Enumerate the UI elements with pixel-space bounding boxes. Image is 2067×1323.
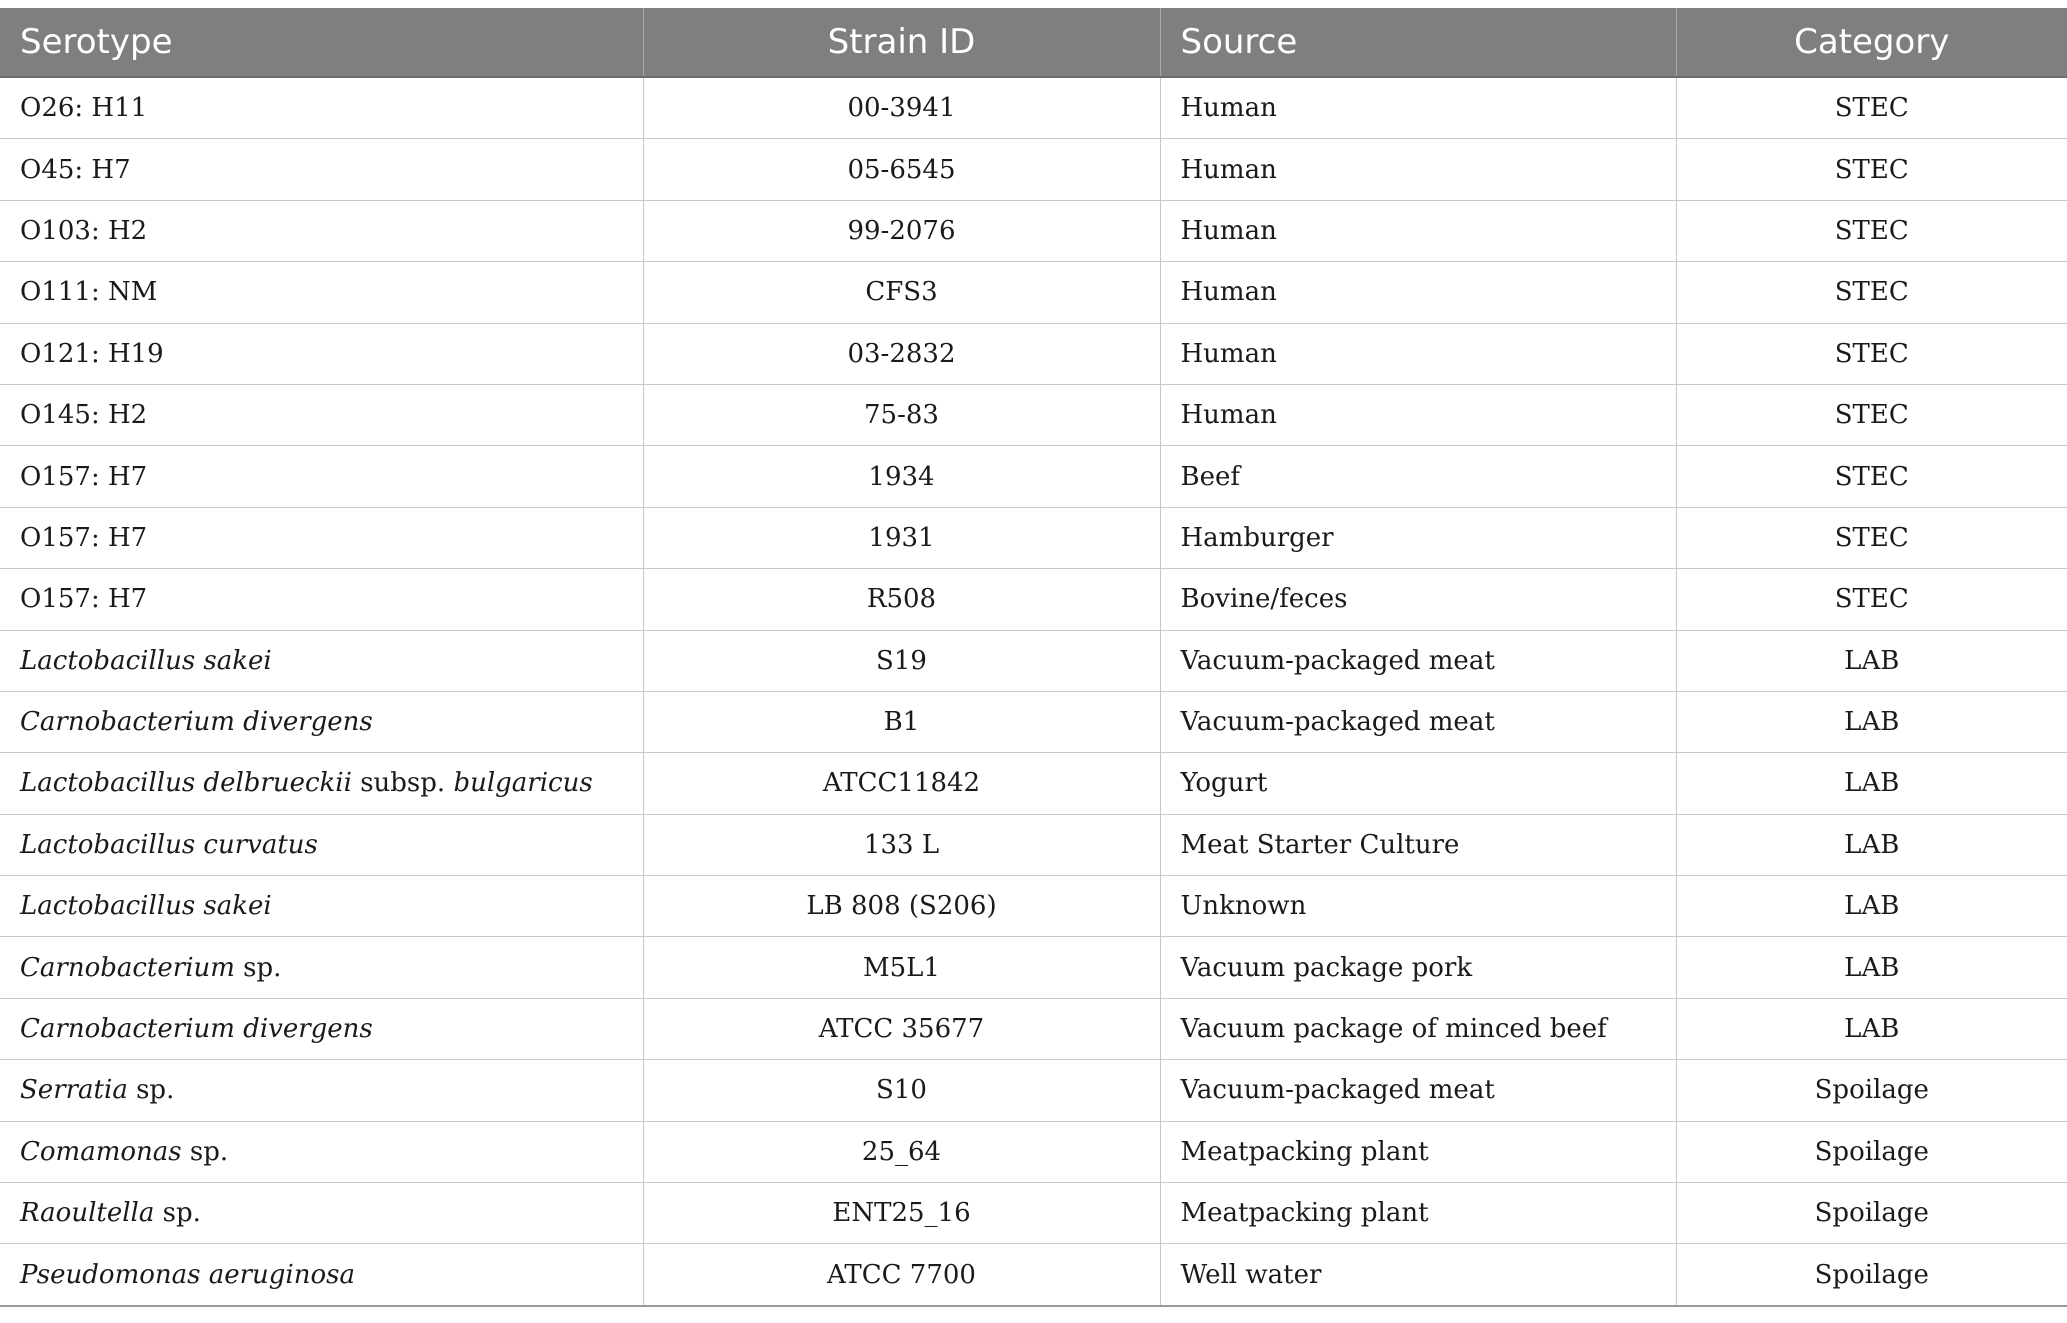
table-row (0, 1244, 2067, 1306)
cell-serotype (0, 1183, 643, 1244)
cell-strain-id: M5L1 (643, 937, 1160, 998)
cell-category: STEC (1676, 77, 2067, 139)
header-serotype: Serotype (0, 8, 643, 77)
cell-category: Spoilage (1676, 1060, 2067, 1121)
cell-source: Yogurt (1160, 753, 1676, 814)
serotype-text-segment: Carnobacterium (20, 952, 235, 983)
cell-serotype (0, 691, 643, 752)
cell-serotype (0, 937, 643, 998)
cell-strain-id: S19 (643, 630, 1160, 691)
cell-category: STEC (1676, 384, 2067, 445)
cell-strain-id: 03-2832 (643, 323, 1160, 384)
cell-category: STEC (1676, 262, 2067, 323)
table-row (0, 753, 2067, 814)
cell-serotype (0, 1244, 643, 1306)
cell-source: Hamburger (1160, 507, 1676, 568)
cell-serotype (0, 262, 643, 323)
cell-strain-id: R508 (643, 569, 1160, 630)
cell-source: Bovine/feces (1160, 569, 1676, 630)
table-row (0, 1121, 2067, 1182)
table-row (0, 200, 2067, 261)
serotype-text-segment: sp. (181, 1136, 229, 1167)
table-header (0, 8, 2067, 77)
cell-serotype (0, 814, 643, 875)
cell-source: Meat Starter Culture (1160, 814, 1676, 875)
cell-serotype (0, 569, 643, 630)
serotype-text-segment: Pseudomonas aeruginosa (20, 1259, 355, 1290)
cell-source: Human (1160, 77, 1676, 139)
serotype-text-segment: O26: H11 (20, 93, 148, 124)
cell-category: LAB (1676, 814, 2067, 875)
cell-source: Human (1160, 139, 1676, 200)
cell-strain-id: CFS3 (643, 262, 1160, 323)
header-row (0, 8, 2067, 77)
cell-category: STEC (1676, 200, 2067, 261)
serotype-text-segment: bulgaricus (453, 768, 593, 799)
serotype-text-segment: Lactobacillus sakei (20, 645, 272, 676)
cell-source: Human (1160, 200, 1676, 261)
cell-source: Meatpacking plant (1160, 1121, 1676, 1182)
strain-table-container (0, 8, 2067, 1307)
table-row (0, 814, 2067, 875)
cell-source: Vacuum-packaged meat (1160, 691, 1676, 752)
cell-source: Well water (1160, 1244, 1676, 1306)
cell-source: Human (1160, 323, 1676, 384)
table-row (0, 1183, 2067, 1244)
table-row (0, 262, 2067, 323)
cell-source: Beef (1160, 446, 1676, 507)
header-source: Source (1160, 8, 1676, 77)
cell-serotype (0, 139, 643, 200)
cell-serotype (0, 323, 643, 384)
cell-source: Human (1160, 384, 1676, 445)
table-row (0, 998, 2067, 1059)
table-row (0, 139, 2067, 200)
serotype-text-segment: Lactobacillus delbrueckii (20, 768, 352, 799)
cell-category: Spoilage (1676, 1183, 2067, 1244)
table-row (0, 1060, 2067, 1121)
cell-source: Vacuum-packaged meat (1160, 630, 1676, 691)
strain-table (0, 8, 2067, 1307)
cell-category: STEC (1676, 323, 2067, 384)
cell-category: STEC (1676, 569, 2067, 630)
table-row (0, 937, 2067, 998)
cell-strain-id: ATCC 35677 (643, 998, 1160, 1059)
cell-strain-id: ATCC 7700 (643, 1244, 1160, 1306)
serotype-text-segment: sp. (234, 952, 282, 983)
table-row (0, 876, 2067, 937)
cell-serotype (0, 1121, 643, 1182)
cell-serotype (0, 77, 643, 139)
cell-category: LAB (1676, 937, 2067, 998)
cell-strain-id: 1931 (643, 507, 1160, 568)
cell-strain-id: B1 (643, 691, 1160, 752)
cell-serotype (0, 200, 643, 261)
serotype-text-segment: Comamonas (20, 1136, 182, 1167)
cell-source: Vacuum-packaged meat (1160, 1060, 1676, 1121)
serotype-text-segment: Serratia (20, 1075, 128, 1106)
table-row (0, 446, 2067, 507)
cell-strain-id: 25_64 (643, 1121, 1160, 1182)
serotype-text-segment: Lactobacillus sakei (20, 891, 272, 922)
cell-serotype (0, 753, 643, 814)
table-row (0, 691, 2067, 752)
cell-serotype (0, 507, 643, 568)
table-row (0, 507, 2067, 568)
cell-category: LAB (1676, 753, 2067, 814)
cell-category: LAB (1676, 691, 2067, 752)
cell-strain-id: 05-6545 (643, 139, 1160, 200)
cell-serotype (0, 1060, 643, 1121)
cell-serotype (0, 998, 643, 1059)
cell-strain-id: ENT25_16 (643, 1183, 1160, 1244)
header-category: Category (1676, 8, 2067, 77)
cell-source: Unknown (1160, 876, 1676, 937)
table-row (0, 569, 2067, 630)
cell-category: Spoilage (1676, 1244, 2067, 1306)
cell-category: STEC (1676, 507, 2067, 568)
serotype-text-segment: Carnobacterium divergens (20, 1014, 373, 1045)
serotype-text-segment: O103: H2 (20, 215, 148, 246)
cell-category: LAB (1676, 630, 2067, 691)
cell-strain-id: 75-83 (643, 384, 1160, 445)
cell-serotype (0, 630, 643, 691)
cell-serotype (0, 446, 643, 507)
cell-category: Spoilage (1676, 1121, 2067, 1182)
cell-category: LAB (1676, 876, 2067, 937)
serotype-text-segment: O157: H7 (20, 522, 148, 553)
cell-serotype (0, 876, 643, 937)
serotype-text-segment: O157: H7 (20, 461, 148, 492)
cell-category: STEC (1676, 139, 2067, 200)
serotype-text-segment: O145: H2 (20, 400, 148, 431)
table-row (0, 77, 2067, 139)
cell-strain-id: 133 L (643, 814, 1160, 875)
serotype-text-segment: Raoultella (20, 1198, 155, 1229)
table-row (0, 384, 2067, 445)
cell-strain-id: 00-3941 (643, 77, 1160, 139)
serotype-text-segment: Carnobacterium divergens (20, 707, 373, 738)
cell-strain-id: 99-2076 (643, 200, 1160, 261)
cell-strain-id: LB 808 (S206) (643, 876, 1160, 937)
serotype-text-segment: subsp. (351, 768, 454, 799)
table-row (0, 323, 2067, 384)
cell-serotype (0, 384, 643, 445)
cell-category: STEC (1676, 446, 2067, 507)
cell-source: Human (1160, 262, 1676, 323)
cell-source: Vacuum package pork (1160, 937, 1676, 998)
cell-strain-id: 1934 (643, 446, 1160, 507)
header-strain-id: Strain ID (643, 8, 1160, 77)
table-row (0, 630, 2067, 691)
serotype-text-segment: Lactobacillus curvatus (20, 829, 318, 860)
serotype-text-segment: sp. (154, 1198, 201, 1229)
cell-source: Vacuum package of minced beef (1160, 998, 1676, 1059)
serotype-text-segment: O121: H19 (20, 338, 164, 369)
table-body (0, 77, 2067, 1306)
serotype-text-segment: O45: H7 (20, 154, 131, 185)
cell-source: Meatpacking plant (1160, 1183, 1676, 1244)
serotype-text-segment: O111: NM (20, 277, 158, 308)
cell-category: LAB (1676, 998, 2067, 1059)
serotype-text-segment: O157: H7 (20, 584, 148, 615)
cell-strain-id: S10 (643, 1060, 1160, 1121)
serotype-text-segment: sp. (127, 1075, 175, 1106)
cell-strain-id: ATCC11842 (643, 753, 1160, 814)
